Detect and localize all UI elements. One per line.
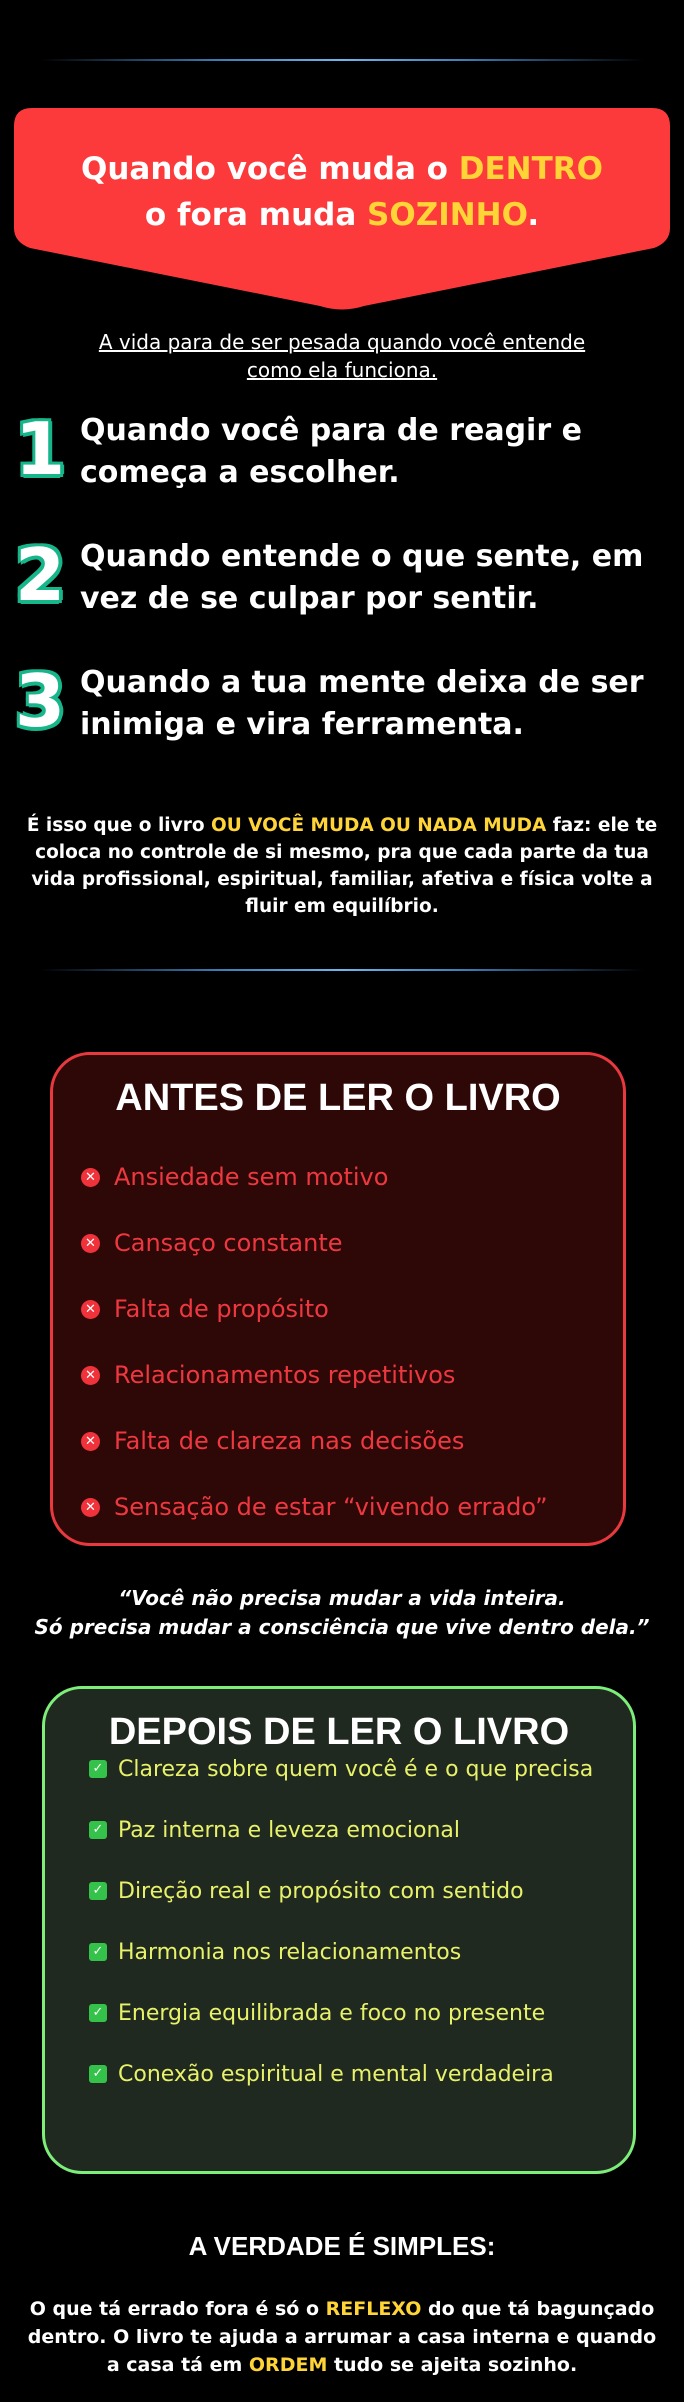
check-box-icon: ✓: [89, 1821, 107, 1839]
highlight-ordem: ORDEM: [248, 2354, 328, 2376]
x-circle-icon: ✕: [81, 1432, 100, 1451]
list-item: ✓ Harmonia nos relacionamentos: [89, 1932, 461, 1972]
x-circle-icon: ✕: [81, 1366, 100, 1385]
step-number: 1: [14, 407, 66, 491]
x-circle-icon: ✕: [81, 1234, 100, 1253]
x-circle-icon: ✕: [81, 1300, 100, 1319]
hero-banner: [14, 108, 670, 313]
hero-highlight-sozinho: SOZINHO: [367, 197, 528, 233]
list-item: ✕ Cansaço constante: [81, 1223, 343, 1263]
list-item: ✕ Ansiedade sem motivo: [81, 1157, 388, 1197]
step-text: Quando a tua mente deixa de ser inimiga e vira ferramenta.: [80, 665, 644, 742]
step-3: [0, 659, 684, 752]
list-item: ✓ Direção real e propósito com sentido: [89, 1871, 524, 1911]
step-text: Quando entende o que sente, em vez de se culpar por sentir.: [80, 539, 644, 616]
truth-title: A VERDADE É SIMPLES:: [188, 2231, 496, 2261]
list-item: ✕ Relacionamentos repetitivos: [81, 1355, 455, 1395]
after-reading-box: [42, 1686, 636, 2174]
list-item: ✕ Sensação de estar “vivendo errado”: [81, 1487, 548, 1527]
after-title: DEPOIS DE LER O LIVRO: [108, 1711, 570, 1753]
middle-divider: [40, 969, 644, 971]
check-box-icon: ✓: [89, 2065, 107, 2083]
list-item: ✓ Conexão espiritual e mental verdadeira: [89, 2054, 554, 2094]
x-circle-icon: ✕: [81, 1168, 100, 1187]
step-number: 2: [14, 533, 66, 617]
list-item: ✓ Energia equilibrada e foco no presente: [89, 1993, 545, 2033]
before-title: ANTES DE LER O LIVRO: [115, 1077, 561, 1119]
highlight-reflexo: REFLEXO: [325, 2298, 422, 2320]
before-reading-box: [50, 1052, 626, 1546]
step-1: [0, 407, 684, 500]
book-description: É isso que o livro OU VOCÊ MUDA OU NADA MUDA faz: ele te coloca no controle de si mesmo, pra que cada parte da tua vida profissional, espiritual, familiar, afetiva e física volte a fluir em equilíbrio.: [26, 815, 658, 917]
hero-title: Quando você muda o DENTRO o fora muda SOZINHO.: [81, 151, 603, 233]
top-divider: [40, 59, 644, 61]
hero-subtitle: A vida para de ser pesada quando você entende como ela funciona.: [98, 330, 586, 382]
check-box-icon: ✓: [89, 1760, 107, 1778]
list-item: ✓ Paz interna e leveza emocional: [89, 1810, 460, 1850]
truth-paragraph: O que tá errado fora é só o REFLEXO do que tá bagunçado dentro. O livro te ajuda a arrumar a casa interna e quando a casa tá em ORDEM tudo se ajeita sozinho.: [27, 2298, 657, 2376]
list-item: ✕ Falta de clareza nas decisões: [81, 1421, 464, 1461]
x-circle-icon: ✕: [81, 1498, 100, 1517]
check-box-icon: ✓: [89, 2004, 107, 2022]
check-box-icon: ✓: [89, 1882, 107, 1900]
step-text: Quando você para de reagir e começa a escolher.: [80, 413, 582, 490]
book-title: OU VOCÊ MUDA OU NADA MUDA: [210, 815, 547, 836]
step-2: [0, 533, 684, 626]
list-item: ✕ Falta de propósito: [81, 1289, 329, 1329]
quote: “Você não precisa mudar a vida inteira. Só precisa mudar a consciência que vive dentro dela.”: [34, 1586, 650, 1639]
step-number: 3: [14, 659, 66, 743]
list-item: ✓ Clareza sobre quem você é e o que precisa: [89, 1749, 593, 1789]
check-box-icon: ✓: [89, 1943, 107, 1961]
hero-highlight-dentro: DENTRO: [458, 151, 603, 187]
